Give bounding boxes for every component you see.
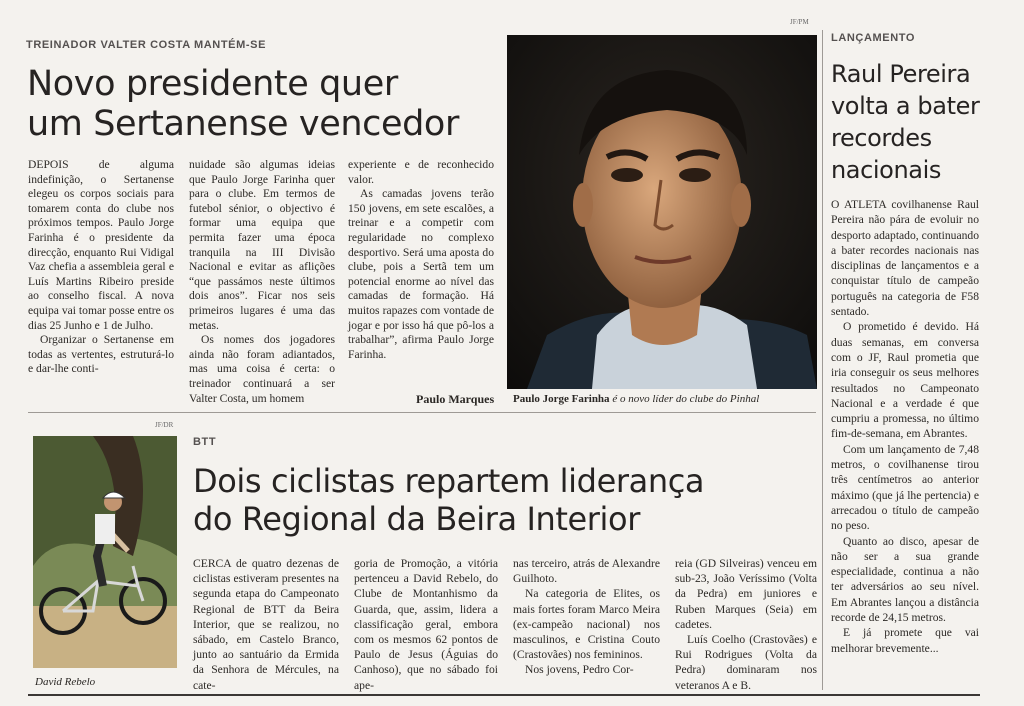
side-story-headline bbox=[831, 58, 979, 186]
bottom-story-column-4 bbox=[675, 556, 817, 693]
paragraph: Nos jovens, Pedro Cor- bbox=[525, 663, 634, 677]
top-story-column-2 bbox=[189, 158, 335, 406]
page-bottom-rule bbox=[28, 694, 980, 696]
bottom-story-column-3 bbox=[513, 556, 660, 678]
paragraph: nuidade são algumas ideias que Paulo Jorge Farinha quer para o clube. Em termos de futebol sénior, o objectivo é formar uma equipa que permita fazer uma época tranquila na III Divisão Nacional e evitar as aflições “que passámos neste últimos dois anos”. Ficar nos seis primeiros lugares é uma das metas. bbox=[189, 158, 335, 332]
paragraph: Na categoria de Elites, os mais fortes foram Marco Meira (ex-campeão nacional) nos masculinos, e Cristina Couto (Crastovães) nos femininos. bbox=[513, 587, 660, 662]
top-story-kicker: TREINADOR VALTER COSTA MANTÉM-SE bbox=[26, 39, 267, 51]
paragraph: goria de Promoção, a vitória pertenceu a David Rebelo, do Clube de Montanhismo da Guarda, que, assim, lidera a classificação geral, embora com os mesmos 62 pontos de Paulo de Jesus (Águias do Canhoso), que no sábado foi ape- bbox=[354, 557, 498, 692]
paragraph: DEPOIS de alguma indefinição, o Sertanense elegeu os corpos sociais para tomarem conta do clube nos próximos tempos. Paulo Jorge Farinha é o presidente da direcção, enquanto Rui Vidigal Vaz chefia a assembleia geral e Luís Martins Ribeiro preside ao conselho fiscal. A nova equipa vai tomar posse entre os dias 25 Junho e 1 de Julho. bbox=[28, 158, 174, 332]
bottom-story-column-1 bbox=[193, 556, 339, 693]
column-divider bbox=[822, 30, 823, 690]
bottom-story-column-2 bbox=[354, 556, 498, 693]
bottom-story-headline bbox=[193, 462, 704, 538]
headline-line: volta a bater bbox=[831, 92, 980, 120]
paragraph: O ATLETA covilhanense Raul Pereira não pára de evoluir no desporto adaptado, continuando a bater recordes nacionais nas disciplinas de lançamentos e a conquistar título de campeão português na categoria de F58 sentado. bbox=[831, 198, 979, 319]
paragraph: O prometido é devido. Há duas semanas, em conversa com o JF, Raul prometia que iria conseguir os seus melhores resultados no Campeonato Nacional e a verdade é que cumpriu a promessa, no último fim-de-semana, em Abrantes. bbox=[831, 320, 979, 441]
side-story-kicker: LANÇAMENTO bbox=[831, 32, 916, 44]
portrait-illustration bbox=[507, 35, 817, 389]
top-story-headline bbox=[27, 64, 459, 144]
top-story-column-1 bbox=[28, 158, 174, 377]
cycling-photo-credit: JF/DR bbox=[155, 421, 174, 429]
headline-line: nacionais bbox=[831, 156, 941, 184]
photo-credit: JF/PM bbox=[790, 18, 809, 26]
paragraph: experiente e de reconhecido valor. bbox=[348, 158, 494, 186]
paragraph: Com um lançamento de 7,48 metros, o covilhanense tirou três centímetros ao anterior máximo (que já lhe pertencia) e arrecadou o título de campeão no peso. bbox=[831, 442, 979, 533]
headline-line: um Sertanense vencedor bbox=[27, 104, 459, 144]
paragraph: E já promete que vai melhorar brevemente... bbox=[831, 626, 979, 655]
section-divider bbox=[28, 412, 816, 413]
bottom-story-kicker: BTT bbox=[193, 436, 217, 448]
paragraph: Quanto ao disco, apesar de não ser a sua grande especialidade, continua a não ter adversários ao seu nível. Em Abrantes lançou a distância recorde de 24,15 metros. bbox=[831, 534, 979, 625]
paragraph: As camadas jovens terão 150 jovens, em sete escalões, a treinar e a competir com regularidade no complexo desportivo. Será uma aposta do clube, pois a Sertã tem um potencial enorme ao nível das camadas de formação. Há muitos rapazes com vontade de jogar e por isso há que pô-los a trabalhar”, afirma Paulo Jorge Farinha. bbox=[348, 187, 494, 361]
headline-line: Novo presidente quer bbox=[27, 64, 398, 104]
headline-line: Dois ciclistas repartem liderança bbox=[193, 462, 705, 500]
portrait-photo bbox=[507, 35, 817, 389]
cycling-photo-caption: David Rebelo bbox=[35, 676, 96, 688]
paragraph: Os nomes dos jogadores ainda não foram adiantados, mas uma coisa é certa: o treinador continuará a ser Valter Costa, um homem bbox=[189, 333, 335, 405]
caption-text: é o novo líder do clube do Pinhal bbox=[609, 393, 760, 405]
cycling-illustration bbox=[33, 436, 177, 668]
portrait-caption bbox=[513, 393, 759, 405]
paragraph: reia (GD Silveiras) venceu em sub-23, João Veríssimo (Volta da Pedra) em juniores e Ruben Marques (Seia) em cadetes. bbox=[675, 557, 817, 631]
paragraph: CERCA de quatro dezenas de ciclistas estiveram presentes na segunda etapa do Campeonato Regional de BTT da Beira Interior, que se realizou, no sábado, em Castelo Branco, junto ao santuário da Ermida da Senhora de Mércules, na cate- bbox=[193, 557, 339, 692]
top-story-byline: Paulo Marques bbox=[416, 392, 495, 406]
paragraph: Organizar o Sertanense em todas as vertentes, estruturá-lo e dar-lhe conti- bbox=[28, 333, 174, 376]
paragraph: nas terceiro, atrás de Alexandre Guilhoto. bbox=[513, 557, 660, 586]
side-story-body bbox=[831, 197, 979, 656]
headline-line: recordes bbox=[831, 124, 932, 152]
headline-line: do Regional da Beira Interior bbox=[193, 500, 640, 538]
caption-name: Paulo Jorge Farinha bbox=[513, 393, 610, 405]
cycling-photo bbox=[33, 436, 177, 668]
top-story-column-3 bbox=[348, 158, 494, 362]
paragraph: Luís Coelho (Crastovães) e Rui Rodrigues (Volta da Pedra) dominaram nos veteranos A e B. bbox=[675, 633, 817, 692]
headline-line: Raul Pereira bbox=[831, 60, 971, 88]
